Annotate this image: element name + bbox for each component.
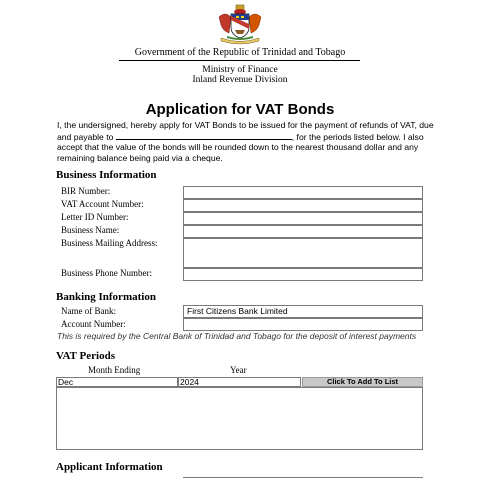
bank-note: This is required by the Central Bank of Trinidad and Tobago for the deposit of interest payments: [57, 331, 417, 341]
business-name-label: Business Name:: [61, 225, 120, 235]
account-number-field[interactable]: [183, 318, 423, 331]
letter-id-label: Letter ID Number:: [61, 212, 129, 222]
form-title: Application for VAT Bonds: [145, 101, 335, 118]
month-select[interactable]: Dec: [56, 377, 178, 387]
intro-text-part2: , for the periods listed below. I also accept that the value of the bonds will be rounded down to the nearest thousand dollar and any remaining balance being paid via a cheque.: [57, 131, 424, 163]
letter-id-field[interactable]: [183, 212, 423, 225]
vat-account-label: VAT Account Number:: [61, 199, 144, 209]
mailing-address-field[interactable]: [183, 238, 423, 268]
banking-info-heading: Banking Information: [56, 291, 156, 303]
account-number-label: Account Number:: [61, 319, 126, 329]
intro-paragraph: [57, 120, 437, 163]
applicant-field[interactable]: [183, 477, 423, 484]
bir-number-label: BIR Number:: [61, 186, 111, 196]
coat-of-arms-icon: [215, 3, 265, 45]
mailing-address-label: Business Mailing Address:: [61, 238, 158, 248]
intro-text-part1: I, the undersigned, hereby apply for VAT Bonds to be issued for the payment of refunds of VAT, due and payable to: [57, 120, 434, 142]
add-to-list-button[interactable]: Click To Add To List: [302, 377, 423, 387]
payee-blank: [116, 131, 292, 140]
phone-number-field[interactable]: [183, 268, 423, 281]
business-info-heading: Business Information: [56, 169, 157, 181]
bir-number-field[interactable]: [183, 186, 423, 199]
phone-number-label: Business Phone Number:: [61, 268, 152, 278]
ministry-name: Ministry of Finance: [202, 65, 278, 75]
year-header: Year: [230, 365, 247, 375]
bank-name-select[interactable]: First Citizens Bank Limited: [183, 305, 423, 318]
bank-name-label: Name of Bank:: [61, 306, 116, 316]
vat-account-field[interactable]: [183, 199, 423, 212]
vat-periods-list[interactable]: [56, 387, 423, 450]
year-input[interactable]: 2024: [178, 377, 301, 387]
division-name: Inland Revenue Division: [192, 75, 288, 85]
header-divider: [119, 60, 360, 61]
government-title: Government of the Republic of Trinidad and Tobago: [134, 47, 346, 58]
vat-periods-heading: VAT Periods: [56, 350, 115, 362]
business-name-field[interactable]: [183, 225, 423, 238]
applicant-info-heading: Applicant Information: [56, 461, 163, 473]
month-ending-header: Month Ending: [88, 365, 141, 375]
